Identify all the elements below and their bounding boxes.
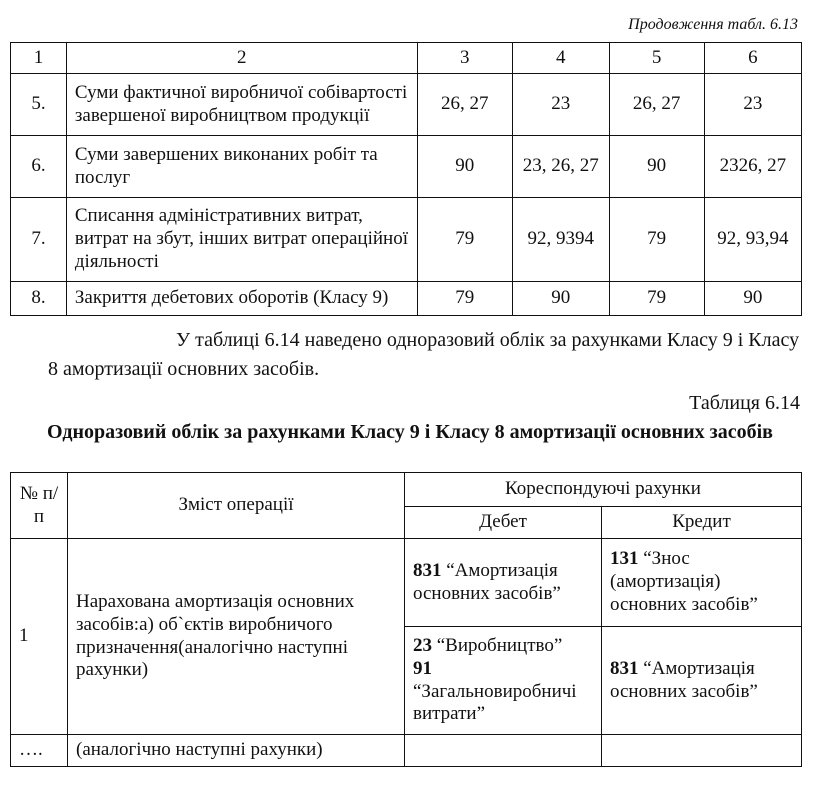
cell-debit-a <box>405 539 602 627</box>
cell-col3: 26, 27 <box>417 74 512 136</box>
cell-col6: 90 <box>704 282 801 316</box>
cell-col5: 79 <box>609 282 704 316</box>
row-text: (аналогічно наступні рахунки) <box>68 735 405 767</box>
account-name: “Амортизація основних засобів” <box>413 559 561 604</box>
col-header-1: 1 <box>11 43 67 74</box>
row-text: Списання адміністративних витрат, витрат на збут, інших витрат операційної діяльності <box>66 198 417 282</box>
row-number: 7. <box>11 198 67 282</box>
cell-col3: 90 <box>417 136 512 198</box>
header-debit: Дебет <box>405 507 602 539</box>
header-credit: Кредит <box>602 507 802 539</box>
row-text: Суми завершених виконаних робіт та послуг <box>66 136 417 198</box>
cell-credit-b <box>602 627 802 735</box>
cell-col6: 23 <box>704 74 801 136</box>
cell-col4: 90 <box>512 282 609 316</box>
cell-col4: 23 <box>512 74 609 136</box>
table-number-label: Таблиця 6.14 <box>689 392 800 414</box>
row-number: 5. <box>11 74 67 136</box>
table-title: Одноразовий облік за рахунками Класу 9 і Класу 8 амортизації основних засобів <box>47 421 773 443</box>
account-name: “Виробництво” <box>436 634 563 656</box>
cell-col5: 26, 27 <box>609 74 704 136</box>
col-header-4: 4 <box>512 43 609 74</box>
cell-col6: 92, 93,94 <box>704 198 801 282</box>
cell-col4: 92, 9394 <box>512 198 609 282</box>
cell-debit-empty <box>405 735 602 767</box>
account-name: “Загальновиробничі витрати” <box>413 680 577 725</box>
col-header-2: 2 <box>66 43 417 74</box>
row-text: Суми фактичної виробничої собівартості завершеної виробництвом продукції <box>66 74 417 136</box>
header-content: Зміст операції <box>68 473 405 539</box>
col-header-5: 5 <box>609 43 704 74</box>
col-header-6: 6 <box>704 43 801 74</box>
account-name: “Амортизація основних засобів” <box>610 657 758 702</box>
cell-credit-a <box>602 539 802 627</box>
table-6-14 <box>10 472 802 767</box>
row-text: Нарахована амортизація основних засобів:а) об`єктів виробничого призначення(аналогічно наступні рахунки) <box>68 539 405 735</box>
cell-col6: 2326, 27 <box>704 136 801 198</box>
row-text: Закриття дебетових оборотів (Класу 9) <box>66 282 417 316</box>
row-number: 1 <box>11 539 68 735</box>
row-number: …. <box>11 735 68 767</box>
continuation-caption: Продовження табл. 6.13 <box>628 16 798 33</box>
account-code: 831 <box>413 559 442 581</box>
cell-col3: 79 <box>417 282 512 316</box>
account-code: 91 <box>413 657 432 679</box>
row-number: 8. <box>11 282 67 316</box>
table-row <box>11 74 802 136</box>
table-header-row <box>11 43 802 74</box>
table-row <box>11 539 802 627</box>
cell-col4: 23, 26, 27 <box>512 136 609 198</box>
account-name: “Знос (амортизація) основних засобів” <box>610 548 758 615</box>
table-header-row <box>11 473 802 507</box>
table-row <box>11 735 802 767</box>
table-row <box>11 136 802 198</box>
header-number: № п/п <box>11 473 68 539</box>
header-corresponding-accounts: Кореспондуючі рахунки <box>405 473 802 507</box>
account-code: 23 <box>413 634 432 656</box>
cell-credit-empty <box>602 735 802 767</box>
row-number: 6. <box>11 136 67 198</box>
cell-debit-b <box>405 627 602 735</box>
account-code: 831 <box>610 657 639 679</box>
col-header-3: 3 <box>417 43 512 74</box>
cell-col3: 79 <box>417 198 512 282</box>
account-code: 131 <box>610 548 639 570</box>
table-row <box>11 198 802 282</box>
body-paragraph: У таблиці 6.14 наведено одноразовий облік за рахунками Класу 9 і Класу 8 амортизації основних засобів. <box>48 329 800 380</box>
table-row <box>11 282 802 316</box>
cell-col5: 90 <box>609 136 704 198</box>
cell-col5: 79 <box>609 198 704 282</box>
table-6-13-continuation <box>10 42 802 316</box>
